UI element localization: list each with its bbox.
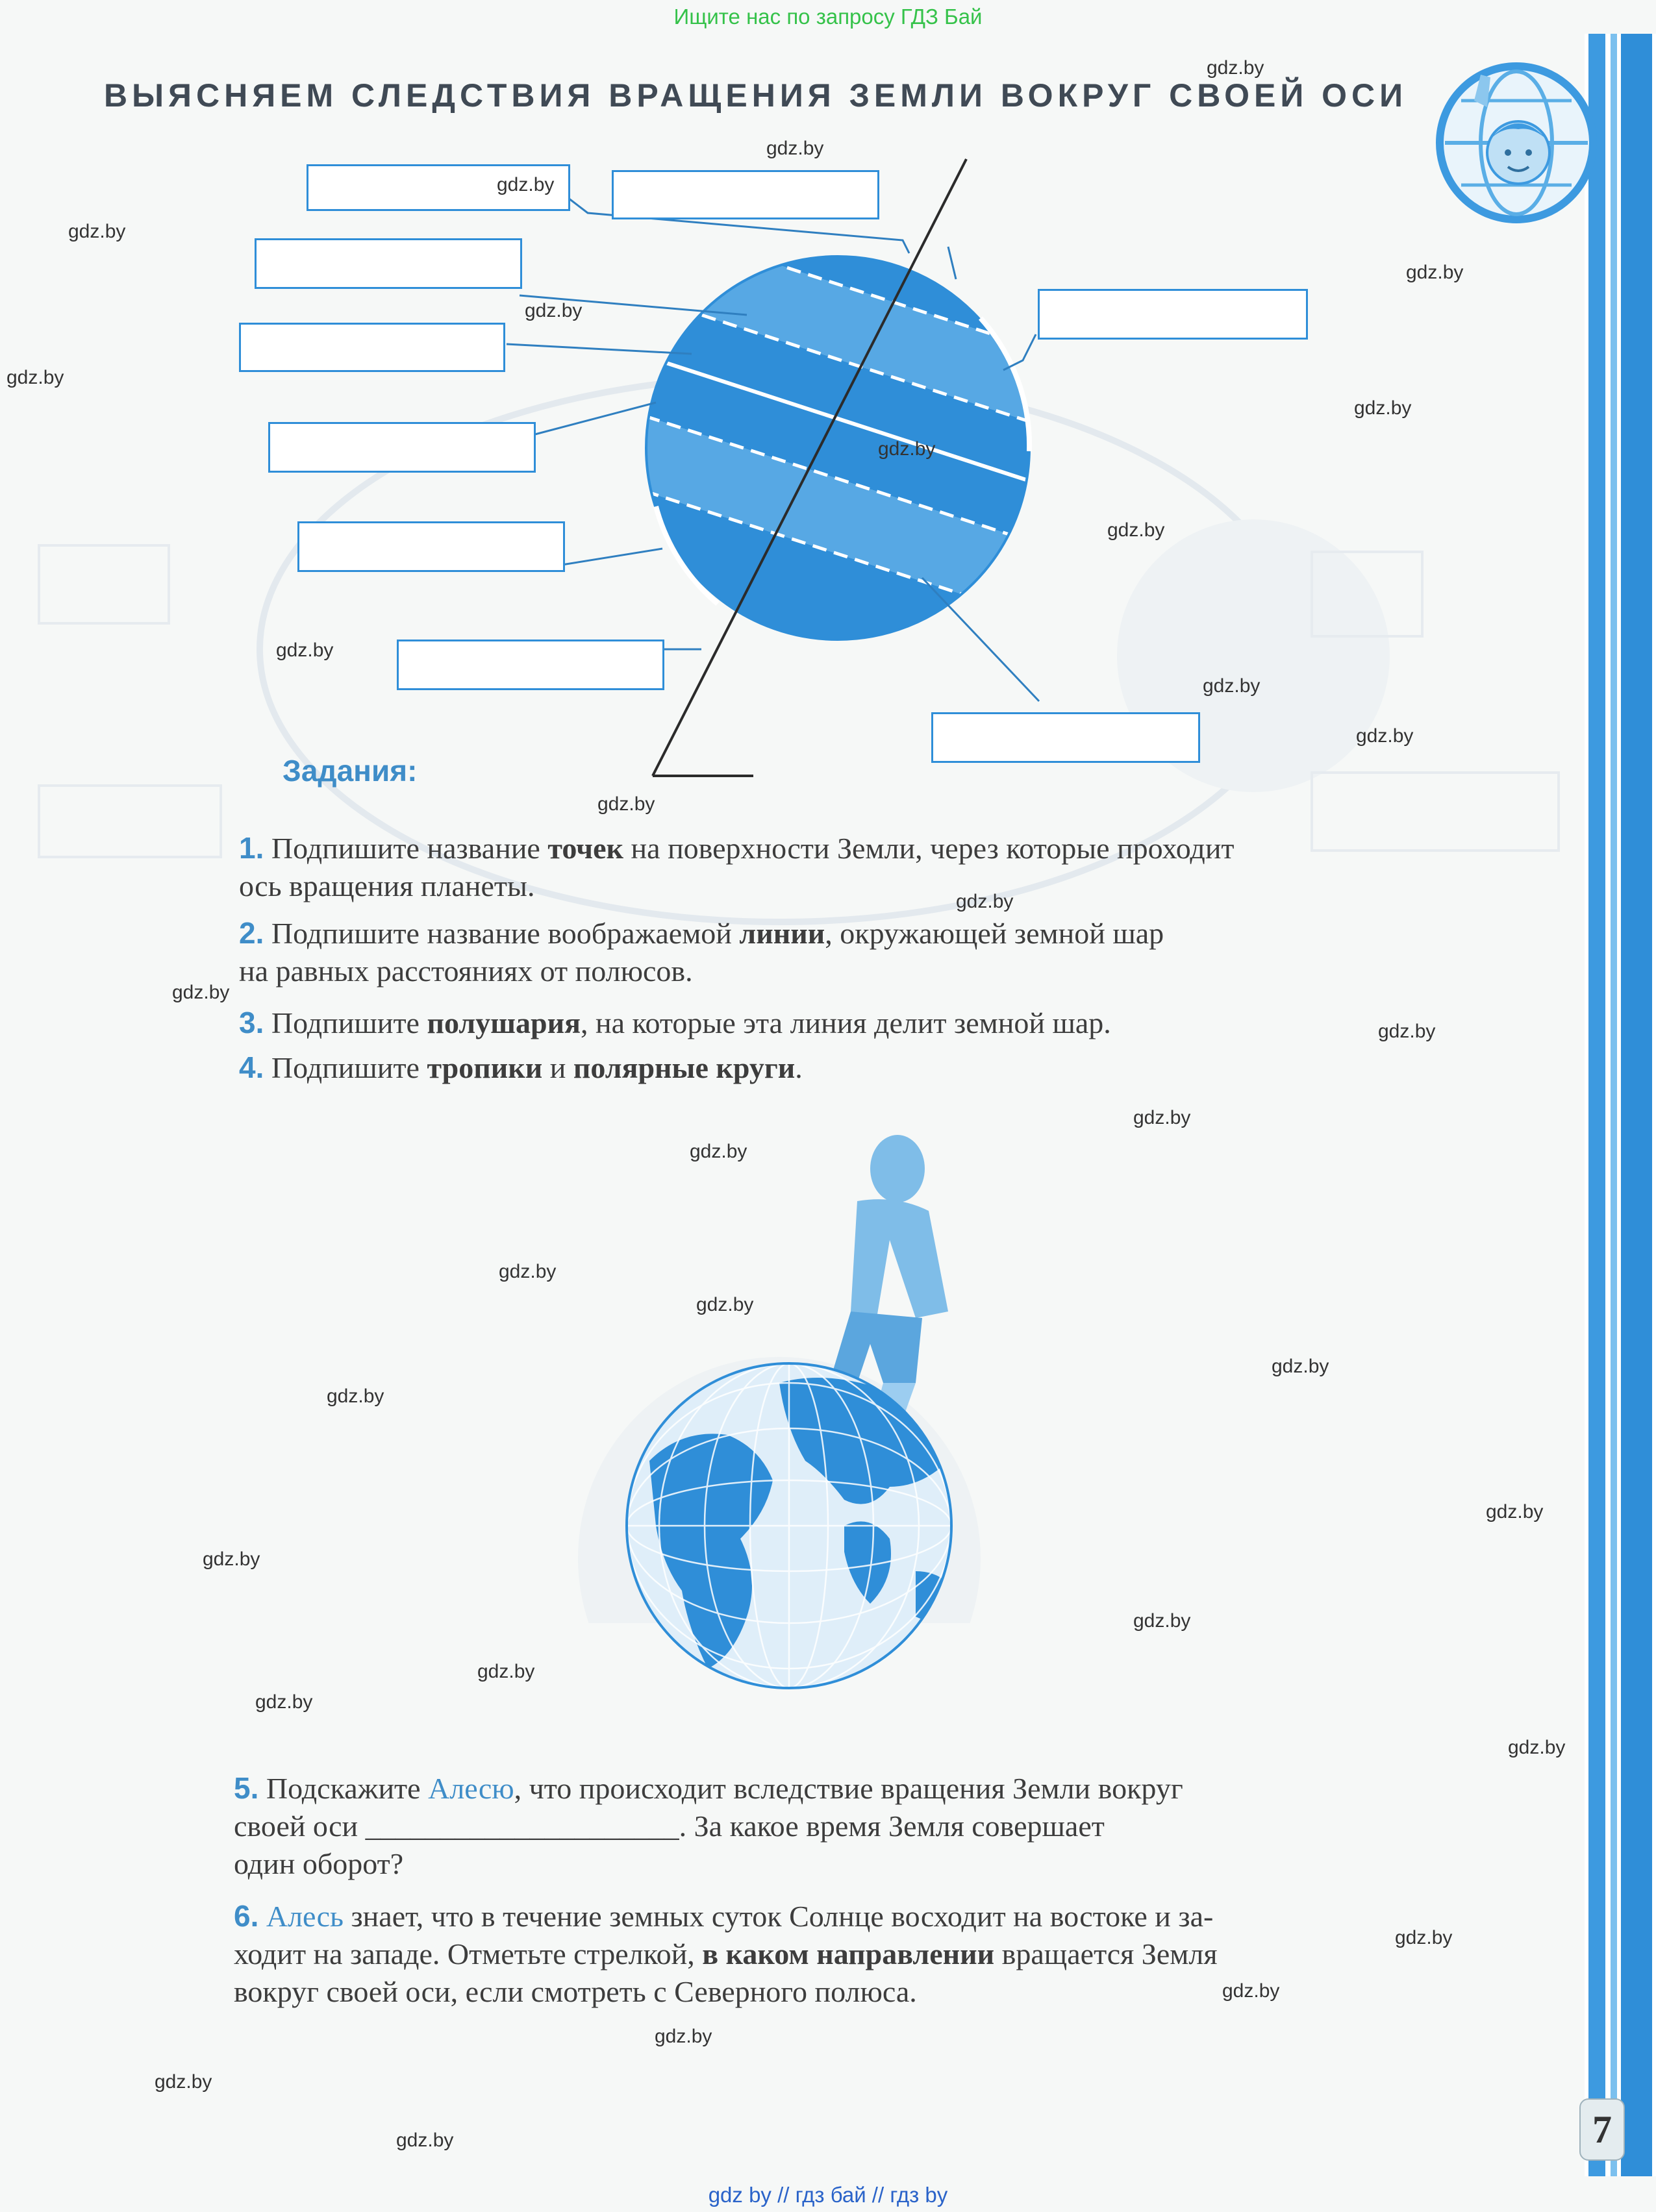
watermark: gdz.by (396, 2130, 454, 2151)
top-banner[interactable]: Ищите нас по запросу ГДЗ Бай (673, 5, 983, 29)
page-title: ВЫЯСНЯЕМ СЛЕДСТВИЯ ВРАЩЕНИЯ ЗЕМЛИ ВОКРУГ СВОЕЙ ОСИ (104, 77, 1408, 114)
task-keyword: точек (547, 832, 624, 865)
watermark: gdz.by (597, 793, 655, 815)
watermark: gdz.by (477, 1661, 535, 1682)
watermark: gdz.by (327, 1386, 384, 1407)
task-4 (239, 1049, 1408, 1087)
task-text: знает, что в течение земных суток Солнце восходит на востоке и за- (344, 1900, 1214, 1933)
task-text: . За какое время Земля совершает (679, 1809, 1105, 1843)
task-number: 3. (239, 1006, 264, 1039)
watermark: gdz.by (68, 221, 126, 242)
task-text: Подпишите название воображаемой (271, 917, 740, 950)
boy-on-globe-illustration (610, 1123, 974, 1695)
watermark: gdz.by (172, 982, 230, 1003)
task-text: Подпишите (271, 1051, 427, 1084)
task-keyword: линии (739, 917, 825, 950)
task-3 (239, 1004, 1408, 1042)
label-box-8[interactable] (397, 640, 664, 690)
watermark: gdz.by (1133, 1610, 1191, 1632)
watermark: gdz.by (276, 640, 334, 661)
label-box-7[interactable] (297, 521, 565, 572)
task-number: 2. (239, 916, 264, 950)
task-text: Подскажите (266, 1772, 429, 1805)
tasks-heading: Задания: (282, 754, 418, 788)
watermark: gdz.by (1356, 725, 1414, 747)
task-text: Подпишите (271, 1006, 427, 1039)
watermark: gdz.by (1378, 1021, 1436, 1042)
task-text: вращается Земля (994, 1937, 1218, 1970)
task-text: Подпишите название (271, 832, 548, 865)
task-number: 4. (239, 1050, 264, 1084)
label-box-5[interactable] (239, 323, 505, 372)
task-text: ходит на западе. Отметьте стрелкой, (234, 1937, 703, 1970)
bottom-banner[interactable]: gdz by // гдз бай // гдз by (708, 2183, 948, 2207)
watermark: gdz.by (1486, 1501, 1544, 1522)
task-number: 1. (239, 831, 264, 865)
watermark: gdz.by (499, 1261, 557, 1282)
character-name: Алесю (428, 1772, 514, 1805)
watermark: gdz.by (1406, 262, 1464, 283)
watermark: gdz.by (1107, 519, 1165, 541)
task-text: , на которые эта линия делит земной шар. (580, 1006, 1111, 1039)
watermark: gdz.by (956, 891, 1014, 912)
task-text: на поверхности Земли, через которые проходит (623, 832, 1235, 865)
task-text: . (795, 1051, 803, 1084)
watermark: gdz.by (1222, 1980, 1280, 2002)
watermark: gdz.by (1203, 675, 1261, 697)
answer-blank[interactable]: _____________________ (365, 1809, 679, 1843)
task-text: один оборот? (234, 1847, 404, 1880)
watermark: gdz.by (525, 300, 583, 321)
watermark: gdz.by (690, 1141, 747, 1162)
task-keyword: тропики (427, 1051, 543, 1084)
watermark: gdz.by (1207, 57, 1264, 79)
watermark: gdz.by (696, 1294, 754, 1315)
watermark: gdz.by (1272, 1356, 1329, 1377)
task-number: 5. (234, 1771, 259, 1805)
task-text: на равных расстояниях от полюсов. (239, 954, 693, 988)
page-number: 7 (1579, 2098, 1625, 2161)
watermark: gdz.by (1508, 1737, 1566, 1758)
watermark: gdz.by (878, 438, 936, 460)
task-number: 6. (234, 1899, 259, 1933)
task-keyword: в каком направлении (702, 1937, 995, 1970)
task-text: , что происходит вследствие вращения Земли вокруг (514, 1772, 1183, 1805)
watermark: gdz.by (1133, 1107, 1191, 1128)
watermark: gdz.by (203, 1548, 260, 1570)
task-keyword: полярные круги (573, 1051, 796, 1084)
task-5 (234, 1769, 1403, 1883)
task-2 (239, 914, 1408, 990)
task-text: своей оси (234, 1809, 366, 1843)
label-box-2[interactable] (612, 170, 879, 219)
task-text: вокруг своей оси, если смотреть с Северного полюса. (234, 1975, 917, 2008)
task-text: ось вращения планеты. (239, 869, 535, 902)
watermark: gdz.by (255, 1691, 313, 1713)
task-1 (239, 829, 1408, 905)
character-name: Алесь (266, 1900, 344, 1933)
side-stripes-decoration (1585, 34, 1656, 2176)
watermark: gdz.by (1354, 397, 1412, 419)
watermark: gdz.by (497, 174, 555, 195)
watermark: gdz.by (1395, 1927, 1453, 1948)
watermark: gdz.by (655, 2026, 712, 2047)
task-text: , окружающей земной шар (825, 917, 1164, 950)
task-keyword: полушария (427, 1006, 581, 1039)
watermark: gdz.by (766, 138, 824, 159)
label-box-4[interactable] (1038, 289, 1308, 340)
label-box-3[interactable] (255, 238, 522, 289)
label-box-9[interactable] (931, 712, 1200, 763)
label-box-6[interactable] (268, 422, 536, 473)
watermark: gdz.by (155, 2071, 212, 2093)
task-text: и (542, 1051, 573, 1084)
watermark: gdz.by (6, 367, 64, 388)
